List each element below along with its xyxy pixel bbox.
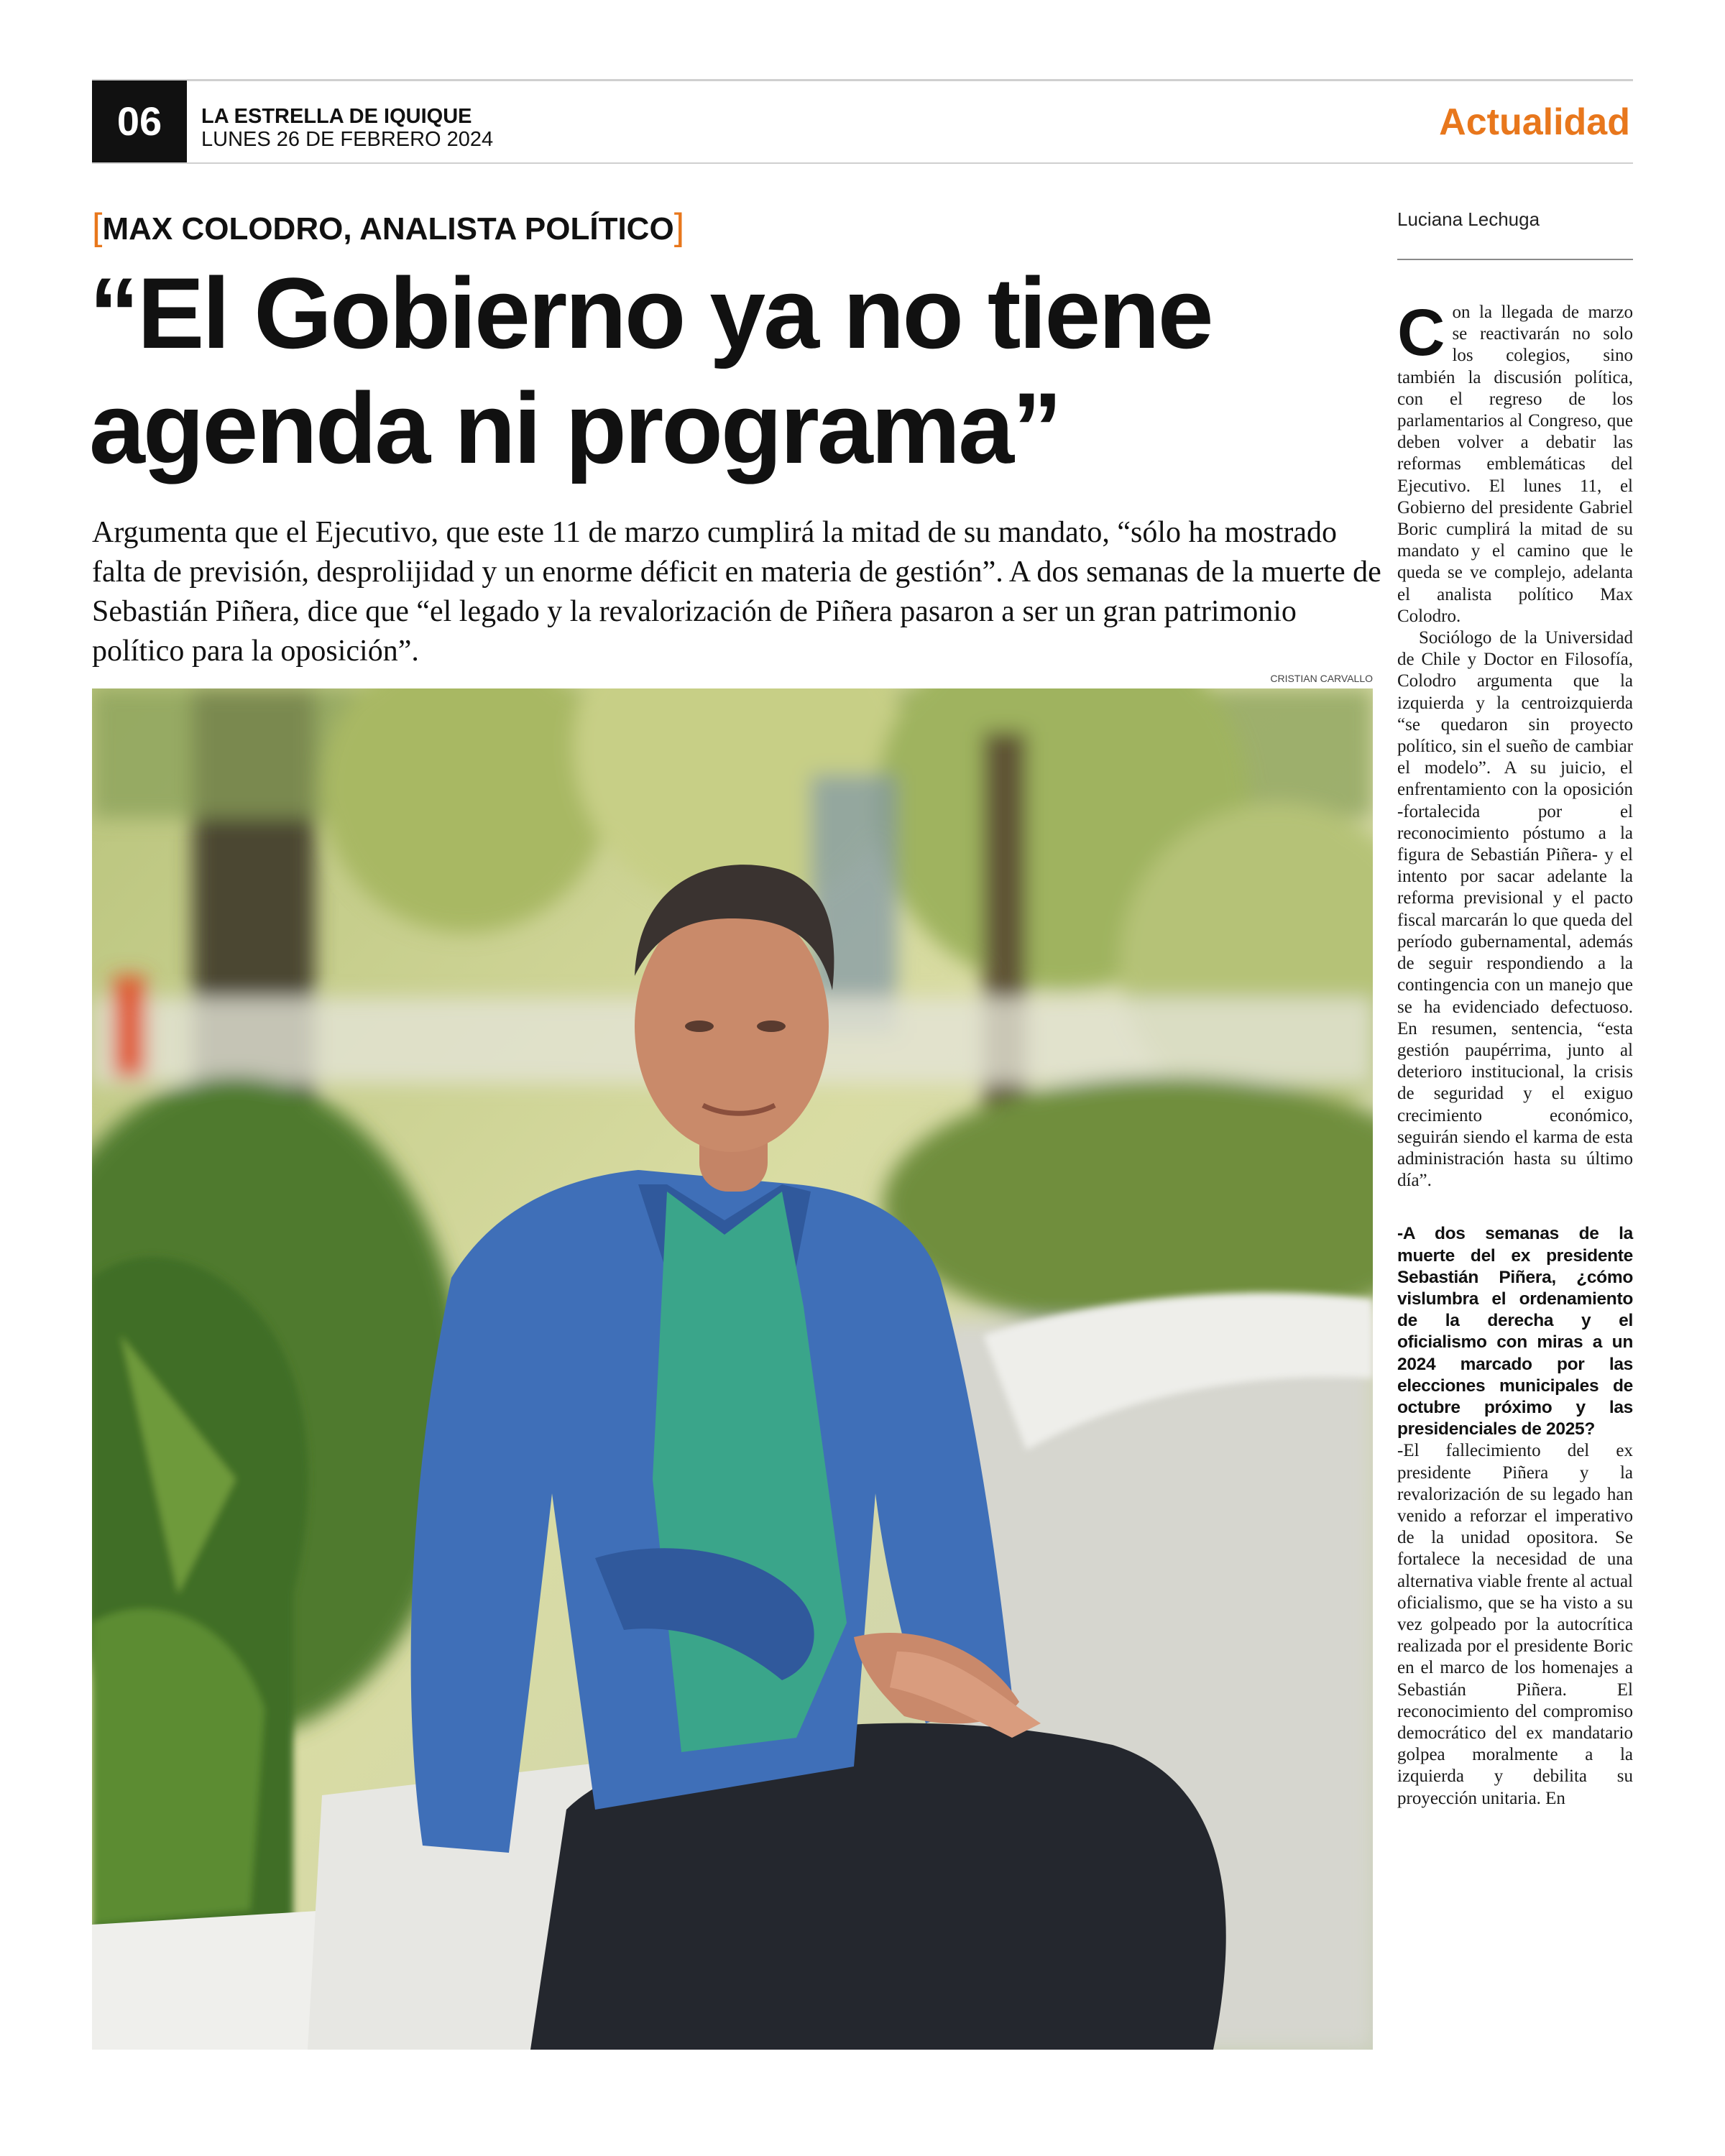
paragraph-2: Sociólogo de la Universidad de Chile y Doctor en Filosofía, Colodro argumenta que la izquierda y la centroizquierda “se quedaron sin proyecto político, sin el sueño de cambiar el modelo”. A su juicio, el enfrentamiento con la oposición -fortalecida por el reconocimiento póstumo a la figura de Sebastián Piñera- y el intento por sacar adelante la reforma previsional y el pacto fiscal marcarán lo que queda del período gubernamental, además de seguir respondiendo a la contingencia con un manejo que se ha evidenciado defectuoso. En resumen, sentencia, “esta gestión paupérrima, junto al deterioro institucional, la crisis de seguridad y el exiguo crecimiento económico, seguirán siendo el karma de esta administración hasta su último día”. bbox=[1397, 628, 1633, 1191]
publication-name: LA ESTRELLA DE IQUIQUE bbox=[201, 105, 472, 128]
drop-cap: C bbox=[1397, 296, 1445, 369]
kicker-bracket-close: ] bbox=[673, 206, 685, 248]
portrait-photo bbox=[92, 688, 1373, 2050]
dek: Argumenta que el Ejecutivo, que este 11 de marzo cumplirá la mitad de su mandato, “sólo ha mostrado falta de previsión, desprolijidad y un enorme déficit en materia de gestión”. A dos semanas de la muerte de Sebastián Piñera, dice que “el legado y la revalorización de Piñera pasaron a ser un gran patrimonio político para la oposición”. bbox=[92, 516, 1381, 668]
top-rule bbox=[92, 79, 1633, 81]
byline: Luciana Lechuga bbox=[1397, 208, 1540, 230]
kicker-bracket-open: [ bbox=[92, 206, 103, 248]
section-label: Actualidad bbox=[1439, 101, 1630, 143]
byline-rule bbox=[1397, 259, 1633, 260]
interview-question: -A dos semanas de la muerte del ex presidente Sebastián Piñera, ¿cómo vislumbra el ordenamiento de la derecha y el oficialismo con miras a un 2024 marcado por las elecciones municipales de octubre próximo y las presidenciales de 2025? bbox=[1397, 1224, 1633, 1439]
headline: “El Gobierno ya no tiene agenda ni programa” bbox=[89, 257, 1212, 484]
article-body bbox=[1397, 296, 1633, 1810]
kicker-text: MAX COLODRO, ANALISTA POLÍTICO bbox=[102, 211, 674, 247]
photo-credit: CRISTIAN CARVALLO bbox=[1270, 673, 1373, 684]
masthead bbox=[201, 105, 493, 151]
page-number: 06 bbox=[92, 80, 187, 162]
publication-date: LUNES 26 DE FEBRERO 2024 bbox=[201, 128, 494, 151]
header-rule bbox=[92, 162, 1633, 164]
interview-answer: -El fallecimiento del ex presidente Piñera y la revalorización de su legado han venido a reforzar el imperativo de la unidad opositora. Se fortalece la necesidad de una alternativa viable frente al actual oficialismo, que se ha visto a su vez golpeado por la autocrítica realizada por el presidente Boric en el marco de los homenajes a Sebastián Piñera. El reconocimiento del compromiso democrático del ex mandatario golpea moralmente a la izquierda y debilita su proyección unitaria. En bbox=[1397, 1441, 1633, 1808]
paragraph-1-text: on la llegada de marzo se reactivarán no solo los colegios, sino también la discusión política, con el regreso de los parlamentarios al Congreso, que deben volver a debatir las reformas emblemáticas del Ejecutivo. El lunes 11, el Gobierno del presidente Gabriel Boric cumplirá la mitad de su mandato y el camino que le queda se ve complejo, adelanta el analista político Max Colodro. bbox=[1397, 303, 1633, 626]
kicker bbox=[92, 207, 684, 249]
paragraph-intro bbox=[1397, 296, 1633, 627]
